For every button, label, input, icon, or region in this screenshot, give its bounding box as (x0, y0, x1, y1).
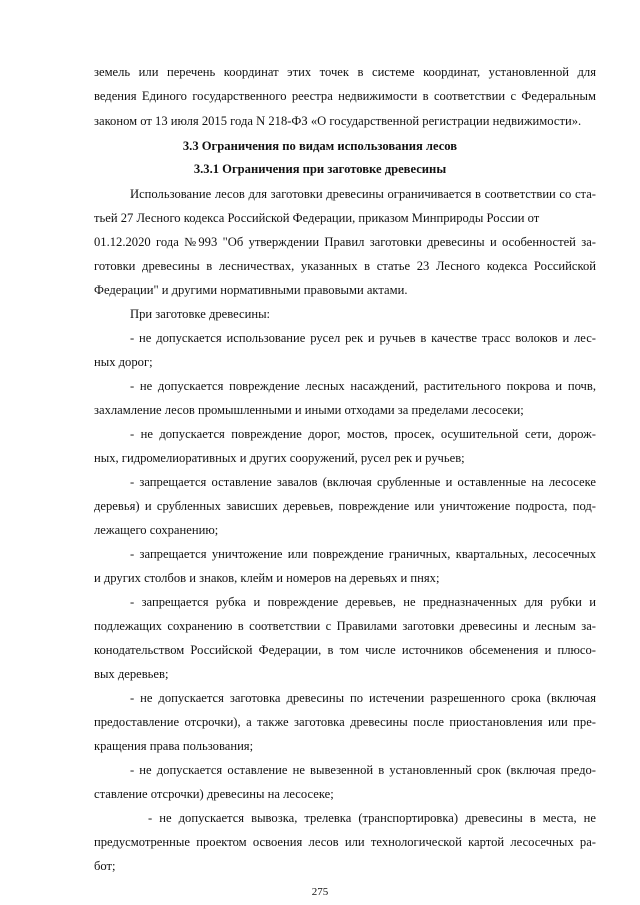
list-item-line: и других столбов и знаков, клейм и номеров на деревьях и пнях; (94, 571, 440, 585)
text-line: тьей 27 Лесного кодекса Российской Федерации, приказом Минприроды России от (94, 211, 540, 225)
list-item-line: - не допускается повреждение лесных насаждений, растительного покрова и почв, (130, 379, 596, 393)
list-item-line: бот; (94, 859, 116, 873)
list-item-line: конодательством Российской Федерации, в том числе источников обсеменения и плюсо- (94, 643, 596, 657)
text-line: законом от 13 июля 2015 года N 218-ФЗ «О государственной регистрации недвижимости». (94, 114, 582, 128)
list-item-line: предоставление отсрочки), а также заготовка древесины после приостановления или пре- (94, 715, 596, 729)
text-line: При заготовке древесины: (130, 307, 271, 321)
list-item-line: - запрещается оставление завалов (включая срубленные и оставленные на лесосеке (130, 475, 596, 489)
list-item-line: кращения права пользования; (94, 739, 254, 753)
list-item-line: - не допускается использование русел рек и ручьев в качестве трасс волоков и лес- (130, 331, 596, 345)
list-item-line: ных, гидромелиоративных и других сооружений, русел рек и ручьев; (94, 451, 465, 465)
list-item-line: лежащего сохранению; (94, 523, 219, 537)
text-line: ведения Единого государственного реестра недвижимости в соответствии с Федеральным (94, 89, 596, 103)
list-item-line: деревья) и срубленных зависших деревьев, повреждение или уничтожение подроста, под- (94, 499, 596, 513)
page-number: 275 (311, 886, 329, 898)
list-item-line: ставление отсрочки) древесины на лесосеке; (94, 787, 334, 801)
list-item-line: захламление лесов промышленными и иными отходами за пределами лесосеки; (94, 403, 524, 417)
list-item-line: - запрещается рубка и повреждение деревьев, не предназначенных для рубки и (130, 595, 596, 609)
section-heading: 3.3 Ограничения по видам использования лесов (182, 139, 458, 153)
subsection-heading: 3.3.1 Ограничения при заготовке древесины (193, 162, 447, 176)
list-item-line: - не допускается повреждение дорог, мостов, просек, осушительной сети, дорож- (130, 427, 596, 441)
list-item-line: предусмотренные проектом освоения лесов или технологической картой лесосечных ра- (94, 835, 596, 849)
list-item-line: - не допускается оставление не вывезенной в установленный срок (включая предо- (130, 763, 596, 777)
text-line: земель или перечень координат этих точек в системе координат, установленной для (94, 65, 596, 79)
text-line: Использование лесов для заготовки древесины ограничивается в соответствии со ста- (130, 187, 596, 201)
text-line: Федерации" и другими нормативными правовыми актами. (94, 283, 408, 297)
list-item-line: ных дорог; (94, 355, 153, 369)
list-item-line: - не допускается заготовка древесины по истечении разрешенного срока (включая (130, 691, 596, 705)
text-line: 01.12.2020 года №993 "Об утверждении Правил заготовки древесины и особенностей за- (94, 235, 596, 249)
list-item-line: - не допускается вывозка, трелевка (транспортировка) древесины в места, не (148, 811, 596, 825)
list-item-line: подлежащих сохранению в соответствии с Правилами заготовки древесины и лесным за- (94, 619, 596, 633)
list-item-line: вых деревьев; (94, 667, 169, 681)
text-line: готовки древесины в лесничествах, указанных в статье 23 Лесного кодекса Российской (94, 259, 596, 273)
list-item-line: - запрещается уничтожение или повреждение граничных, квартальных, лесосечных (130, 547, 596, 561)
